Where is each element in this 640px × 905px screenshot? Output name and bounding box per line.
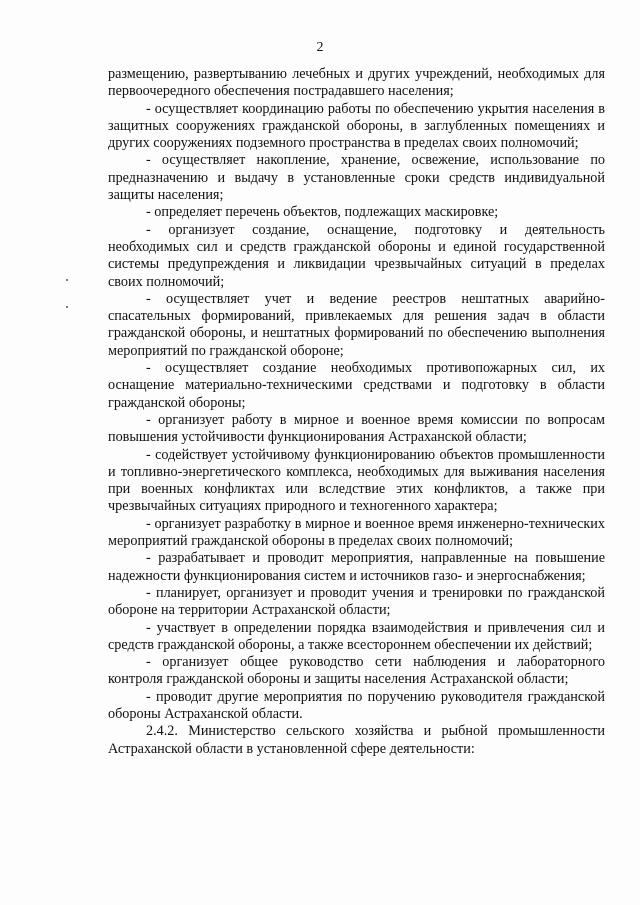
paragraph: - организует разработку в мирное и военное время инженерно-технических мероприятий гражданской обороны в пределах своих полномочий;: [108, 515, 605, 550]
paragraph: - организует создание, оснащение, подготовку и деятельность необходимых сил и средств гражданской обороны и единой государственной системы предупреждения и ликвидации чрезвычайных ситуаций в пределах своих полномочий;: [108, 221, 605, 290]
page-number: 2: [316, 40, 324, 55]
paragraph: - определяет перечень объектов, подлежащих маскировке;: [146, 204, 499, 221]
paragraph: - проводит другие мероприятия по поручению руководителя гражданской обороны Астраханской области.: [108, 688, 605, 722]
paragraph: - планирует, организует и проводит учения и тренировки по гражданской обороне на территории Астраханской области;: [108, 584, 605, 619]
paragraph: 2.4.2. Министерство сельского хозяйства и рыбной промышленности Астраханской области в установленной сфере деятельности:: [108, 723, 605, 757]
paragraph: - содействует устойчивому функционированию объектов промышленности и топливно-энергетического комплекса, необходимых для выживания населения при военных конфликтах или вследствие этих конфликтов, а также при чрезвычайных ситуациях природного и техногенного характера;: [108, 446, 605, 515]
document-body: [108, 66, 605, 758]
paragraph: - участвует в определении порядка взаимодействия и привлечения сил и средств гражданской обороны, а также всестороннем обеспечении их действий;: [108, 619, 605, 653]
scan-dot: [66, 279, 68, 281]
paragraph: - организует работу в мирное и военное время комиссии по вопросам повышения устойчивости функционирования Астраханской области;: [108, 411, 605, 446]
scan-dot: [66, 306, 68, 308]
paragraph: - организует общее руководство сети наблюдения и лабораторного контроля гражданской обороны и защиты населения Астраханской области;: [108, 654, 605, 688]
paragraph: - осуществляет создание необходимых противопожарных сил, их оснащение материально-техническими средствами и подготовку в области гражданской обороны;: [108, 360, 605, 411]
paragraph: размещению, развертыванию лечебных и других учреждений, необходимых для первоочередного обеспечения пострадавшего населения;: [108, 66, 605, 100]
paragraph: - осуществляет координацию работы по обеспечению укрытия населения в защитных сооружениях гражданской обороны, в заглубленных помещениях и других сооружениях подземного пространства в пределах своих полномочий;: [108, 100, 605, 152]
paragraph: - разрабатывает и проводит мероприятия, направленные на повышение надежности функционирования систем и источников газо- и энергоснабжения;: [108, 550, 605, 584]
paragraph: - осуществляет накопление, хранение, освежение, использование по предназначению и выдачу в установленные сроки средств индивидуальной защиты населения;: [108, 152, 605, 204]
paragraph: - осуществляет учет и ведение реестров нештатных аварийно-спасательных формирований, привлекаемых для решения задач в области гражданской обороны, и нештатных формирований по обеспечению выполнения мероприятий по гражданской обороне;: [108, 290, 605, 359]
